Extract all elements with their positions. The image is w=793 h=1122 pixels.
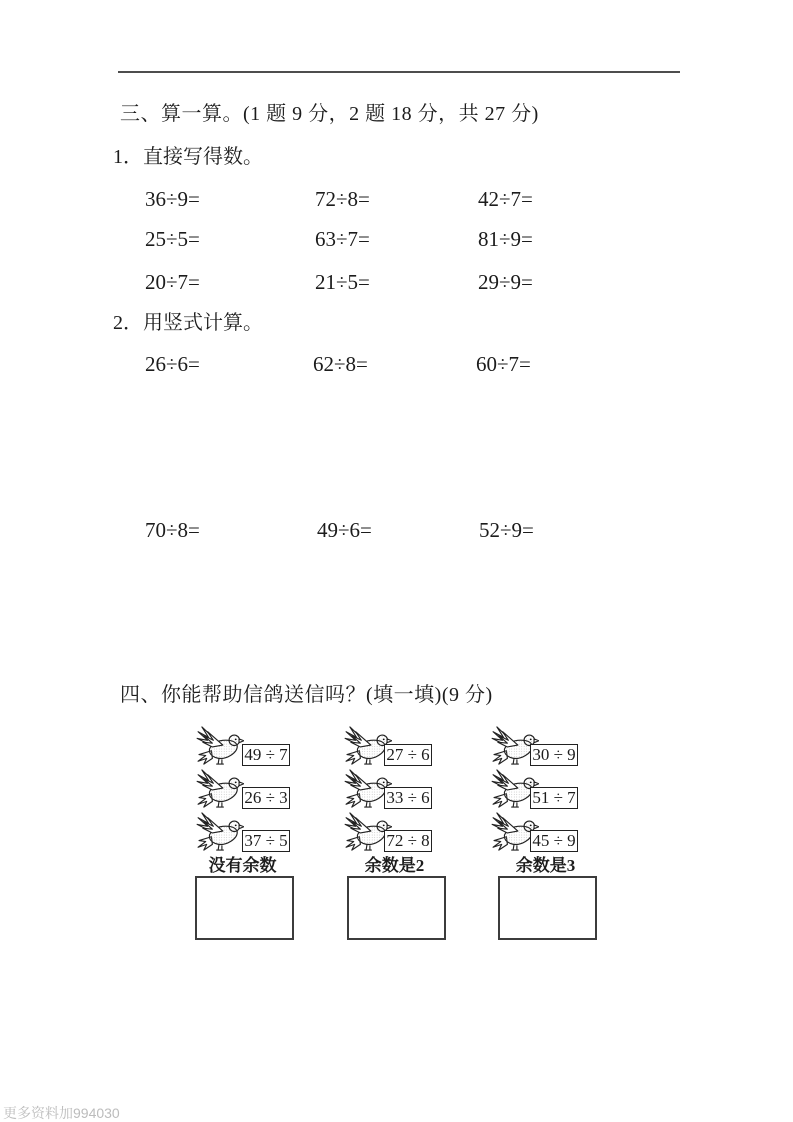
pigeon-problem-box: 30 ÷ 9 <box>530 744 578 766</box>
pigeon-problem-box: 49 ÷ 7 <box>242 744 290 766</box>
division-problem: 70÷8= <box>145 518 200 542</box>
pigeon-problem-box: 51 ÷ 7 <box>530 787 578 809</box>
pigeon-problem-box: 26 ÷ 3 <box>242 787 290 809</box>
pigeon-problem-box: 72 ÷ 8 <box>384 830 432 852</box>
division-problem: 42÷7= <box>478 187 533 211</box>
remainder-label: 余数是2 <box>364 856 425 875</box>
answer-box[interactable] <box>498 876 597 940</box>
pigeon-problem-box: 45 ÷ 9 <box>530 830 578 852</box>
division-problem: 29÷9= <box>478 270 533 294</box>
remainder-label: 没有余数 <box>208 856 277 875</box>
division-problem: 21÷5= <box>315 270 370 294</box>
division-problem: 60÷7= <box>476 352 531 376</box>
division-problem: 25÷5= <box>145 227 200 251</box>
division-problem: 52÷9= <box>479 518 534 542</box>
section3-title: 三、算一算。(1 题 9 分，2 题 18 分，共 27 分) <box>120 103 539 125</box>
section3-item2-label: 2．用竖式计算。 <box>113 312 263 334</box>
section4-title: 四、你能帮助信鸽送信吗？(填一填)(9 分) <box>120 684 493 706</box>
pigeon-icon <box>196 769 244 809</box>
pigeon-icon <box>196 726 244 766</box>
division-problem: 81÷9= <box>478 227 533 251</box>
division-problem: 63÷7= <box>315 227 370 251</box>
division-problem: 20÷7= <box>145 270 200 294</box>
division-problem: 26÷6= <box>145 352 200 376</box>
pigeon-icon <box>196 812 244 852</box>
division-problem: 49÷6= <box>317 518 372 542</box>
division-problem: 62÷8= <box>313 352 368 376</box>
pigeon-problem-box: 33 ÷ 6 <box>384 787 432 809</box>
pigeon-problem-box: 27 ÷ 6 <box>384 744 432 766</box>
answer-box[interactable] <box>195 876 294 940</box>
division-problem: 36÷9= <box>145 187 200 211</box>
answer-box[interactable] <box>347 876 446 940</box>
top-divider <box>118 71 680 73</box>
pigeon-problem-box: 37 ÷ 5 <box>242 830 290 852</box>
watermark: 更多资料加994030 <box>3 1105 120 1121</box>
section3-item1-label: 1．直接写得数。 <box>113 146 263 168</box>
division-problem: 72÷8= <box>315 187 370 211</box>
remainder-label: 余数是3 <box>515 856 576 875</box>
